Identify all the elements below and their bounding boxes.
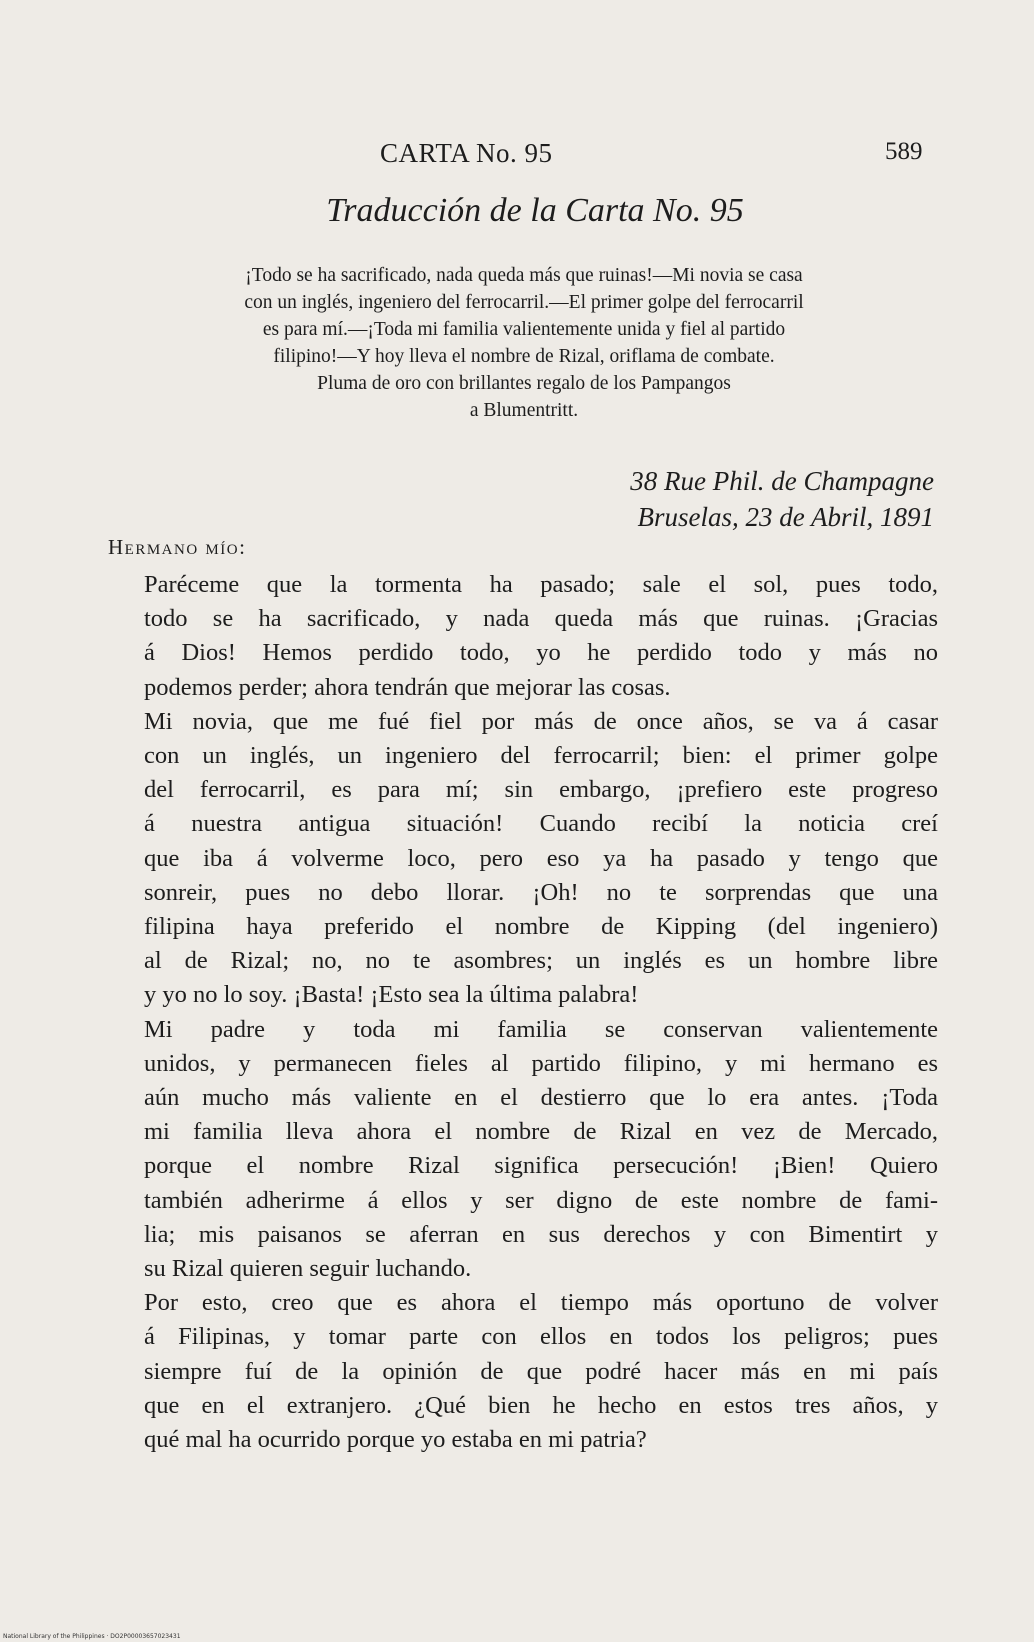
text-line: á Dios! Hemos perdido todo, yo he perdido todo y más no bbox=[144, 639, 938, 667]
text-line: Mi padre y toda mi familia se conservan valientemente bbox=[144, 1015, 938, 1043]
letter-place-date bbox=[630, 463, 934, 535]
summary-line: es para mí.—¡Toda mi familia valientemente unida y fiel al partido bbox=[262, 319, 786, 340]
date-line: Bruselas, 23 de Abril, 1891 bbox=[637, 502, 934, 532]
paragraph bbox=[108, 568, 938, 705]
text-line: Paréceme que la tormenta ha pasado; sale el sol, pues todo, bbox=[144, 571, 938, 598]
text-line: también adherirme á ellos y ser digno de este nombre de fami- bbox=[144, 1186, 938, 1214]
text-line: Mi novia, que me fué fiel por más de once años, se va á casar bbox=[144, 707, 938, 735]
text-line: siempre fuí de la opinión de que podré hacer más en mi país bbox=[144, 1357, 938, 1385]
text-line: Por esto, creo que es ahora el tiempo más oportuno de volver bbox=[144, 1289, 938, 1317]
page-number: 589 bbox=[885, 138, 923, 165]
summary-line: Pluma de oro con brillantes regalo de los Pampangos bbox=[317, 373, 731, 394]
text-line: al de Rizal; no, no te asombres; un inglés es un hombre libre bbox=[144, 947, 938, 975]
summary-line: con un inglés, ingeniero del ferrocarril.—El primer golpe del ferrocarril bbox=[244, 292, 804, 313]
text-line: á Filipinas, y tomar parte con ellos en todos los peligros; pues bbox=[144, 1323, 938, 1351]
text-line: mi familia lleva ahora el nombre de Rizal en vez de Mercado, bbox=[144, 1118, 938, 1146]
text-line: sonreir, pues no debo llorar. ¡Oh! no te sorprendas que una bbox=[144, 878, 938, 906]
summary-line: filipino!—Y hoy lleva el nombre de Rizal, oriflama de combate. bbox=[273, 346, 775, 367]
paragraph bbox=[108, 1286, 938, 1457]
text-line: su Rizal quieren seguir luchando. bbox=[144, 1255, 472, 1283]
text-line: porque el nombre Rizal significa persecución! ¡Bien! Quiero bbox=[144, 1152, 938, 1180]
salutation: Hermano mío: bbox=[108, 535, 247, 559]
letter-body bbox=[108, 568, 938, 1457]
text-line: con un inglés, un ingeniero del ferrocarril; bien: el primer golpe bbox=[144, 742, 938, 770]
address-line: 38 Rue Phil. de Champagne bbox=[630, 466, 934, 496]
summary-line: a Blumentritt. bbox=[469, 400, 579, 421]
paragraph bbox=[108, 1013, 938, 1287]
letter-summary bbox=[108, 262, 940, 424]
running-header-title: CARTA No. 95 bbox=[380, 138, 553, 168]
text-line: unidos, y permanecen fieles al partido filipino, y mi hermano es bbox=[144, 1049, 938, 1077]
text-line: que iba á volverme loco, pero eso ya ha pasado y tengo que bbox=[144, 844, 938, 872]
text-line: aún mucho más valiente en el destierro que lo era antes. ¡Toda bbox=[144, 1084, 938, 1112]
text-line: y yo no lo soy. ¡Basta! ¡Esto sea la última palabra! bbox=[144, 981, 639, 1009]
text-line: todo se ha sacrificado, y nada queda más que ruinas. ¡Gracias bbox=[144, 605, 938, 633]
library-footer: National Library of the Philippines · DO2P00003657023431 bbox=[3, 1633, 181, 1640]
text-line: del ferrocarril, es para mí; sin embargo, ¡prefiero este progreso bbox=[144, 776, 938, 804]
text-line: filipina haya preferido el nombre de Kipping (del ingeniero) bbox=[144, 913, 938, 941]
text-line: podemos perder; ahora tendrán que mejorar las cosas. bbox=[144, 673, 671, 701]
text-line: qué mal ha ocurrido porque yo estaba en mi patria? bbox=[144, 1426, 647, 1454]
text-line: á nuestra antigua situación! Cuando recibí la noticia creí bbox=[144, 810, 938, 838]
summary-line: ¡Todo se ha sacrificado, nada queda más que ruinas!—Mi novia se casa bbox=[245, 265, 803, 286]
letter-title: Traducción de la Carta No. 95 bbox=[326, 192, 744, 229]
text-line: que en el extranjero. ¿Qué bien he hecho en estos tres años, y bbox=[144, 1391, 938, 1419]
paragraph bbox=[108, 705, 938, 1013]
text-line: lia; mis paisanos se aferran en sus derechos y con Bimentirt y bbox=[144, 1220, 938, 1248]
